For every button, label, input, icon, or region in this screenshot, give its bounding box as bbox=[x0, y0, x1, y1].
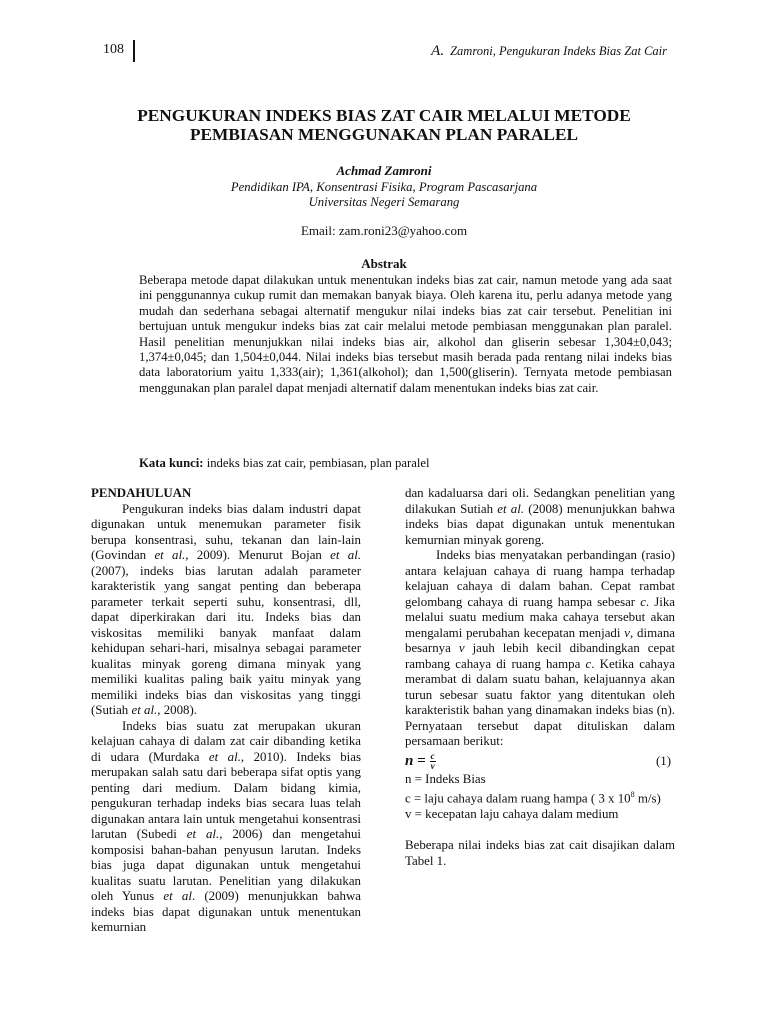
paragraph: dan kadaluarsa dari oli. Sedangkan penelitian yang dilakukan Sutiah et al. (2008) menunjukkan bahwa indeks bias dapat digunakan untuk menentukan kemurnian minyak goreng. bbox=[405, 486, 675, 547]
author-email: Email: zam.roni23@yahoo.com bbox=[300, 223, 468, 238]
title-line-1: PENGUKURAN INDEKS BIAS ZAT CAIR MELALUI METODE bbox=[137, 106, 631, 125]
header-divider bbox=[133, 40, 135, 62]
affiliation-line-2: Universitas Negeri Semarang bbox=[308, 195, 460, 209]
equation-1 bbox=[405, 752, 675, 772]
keywords-label: Kata kunci: bbox=[139, 456, 204, 470]
left-column bbox=[91, 486, 361, 936]
right-column bbox=[405, 486, 675, 869]
affiliation-line-1: Pendidikan IPA, Konsentrasi Fisika, Program Pascasarjana bbox=[230, 180, 538, 194]
abstract-text: Beberapa metode dapat dilakukan untuk menentukan indeks bias zat cair, namun metode yang ada saat ini penggunannya cukup rumit dan memakan banyak biaya. Oleh karena itu, perlu adanya metode yang mudah dan sederhana sebagai alternatif mengukur nilai indeks bias zat cair tersebut. Penelitian ini bertujuan untuk mengukur indeks bias zat cair melalui metode pembiasan menggunakan plan paralel. Hasil penelitian menunjukkan nilai indeks bias air, alkohol dan gliserin sebesar 1,304±0,043; 1,374±0,045; dan 1,504±0,044. Nilai indeks bias tersebut masih berada pada rentang nilai indeks bias data laboratorium yaitu 1,333(air); 1,361(alkohol); dan 1,500(gliserin). Ternyata metode pembiasan menggunakan plan paralel dapat menjadi alternatif dalam menentukan indeks bias zat cair. bbox=[139, 273, 672, 395]
paragraph: Indeks bias menyatakan perbandingan (rasio) antara kelajuan cahaya di ruang hampa terhadap kelajuan cahaya di dalam bahan. Cepat rambat gelombang cahaya di ruang hampa sebesar c. Jika melalui suatu medium maka cahaya tersebut akan mengalami perubahan kecepatan menjadi v, dimana besarnya v jauh lebih kecil dibandingkan cepat rambang cahaya di ruang hampa c. Ketika cahaya merambat di dalam suatu bahan, kelajuannya akan turun sebesar suatu faktor yang ditentukan oleh karakteristik bahan yang dinamakan indeks bias (n). Pernyataan tersebut dapat dituliskan dalam persamaan berikut: bbox=[405, 548, 675, 748]
keywords bbox=[139, 456, 672, 471]
definition-c: c = laju cahaya dalam ruang hampa ( 3 x $10^8$ m/s) bbox=[405, 790, 661, 806]
affiliation bbox=[0, 180, 768, 210]
running-title: Zamroni, Pengukuran Indeks Bias Zat Cair bbox=[450, 44, 667, 58]
keywords-list: indeks bias zat cair, pembiasan, plan paralel bbox=[203, 456, 430, 470]
author-name: Achmad Zamroni bbox=[336, 163, 432, 178]
running-header bbox=[431, 43, 667, 60]
equation-number: (1) bbox=[655, 753, 671, 768]
definition-v: v = kecepatan laju cahaya dalam medium bbox=[405, 806, 619, 821]
paper-title bbox=[60, 106, 708, 144]
author-initial: A. bbox=[431, 43, 445, 59]
abstract-heading: Abstrak bbox=[361, 256, 407, 271]
page-number: 108 bbox=[103, 42, 124, 57]
paragraph: Indeks bias suatu zat merupakan ukuran kelajuan cahaya di dalam zat cair dibanding ketika di udara (Murdaka et al., 2010). Indeks bias merupakan salah satu dari beberapa sifat optis yang penting dari medium. Dalam bidang kimia, pengukuran terhadap indeks bias secara luas telah digunakan antara lain untuk mengetahui konsentrasi larutan (Subedi et al., 2006) dan mengetahui komposisi bahan-bahan penyusun larutan. Indeks bias juga dapat digunakan untuk mengetahui kualitas suatu larutan. Penelitian yang dilakukan oleh Yunus et al. (2009) menunjukkan bahwa indeks bias dapat digunakan untuk menentukan kemurnian bbox=[91, 718, 362, 934]
paragraph: Beberapa nilai indeks bias zat cait disajikan dalam Tabel 1. bbox=[405, 838, 675, 868]
paragraph: Pengukuran indeks bias dalam industri dapat digunakan untuk menemukan parameter fisik berupa konsentrasi, suhu, tekanan dan lain-lain (Govindan et al., 2009). Menurut Bojan et al. (2007), indeks bias larutan adalah parameter karakteristik yang sangat penting dan beberapa parameter terkait seperti suhu, konsentrasi, dll, dapat diperkirakan dari itu. Indeks bias dan viskositas memiliki banyak manfaat dalam kehidupan sehari-hari, misalnya sebagai parameter kualitas minyak goreng dimana minyak yang memiliki kualitas paling baik yaitu minyak yang memiliki indeks bias dan viskositas yang tinggi (Sutiah et al., 2008). bbox=[91, 501, 362, 717]
section-heading: PENDAHULUAN bbox=[91, 486, 192, 500]
equation-formula: n = $\frac{c}{v}$ bbox=[405, 751, 435, 771]
definition-n: n = Indeks Bias bbox=[405, 771, 486, 786]
title-line-2: PEMBIASAN MENGGUNAKAN PLAN PARALEL bbox=[189, 125, 579, 144]
equation-fraction: $\frac{c}{v}$ bbox=[430, 751, 435, 771]
